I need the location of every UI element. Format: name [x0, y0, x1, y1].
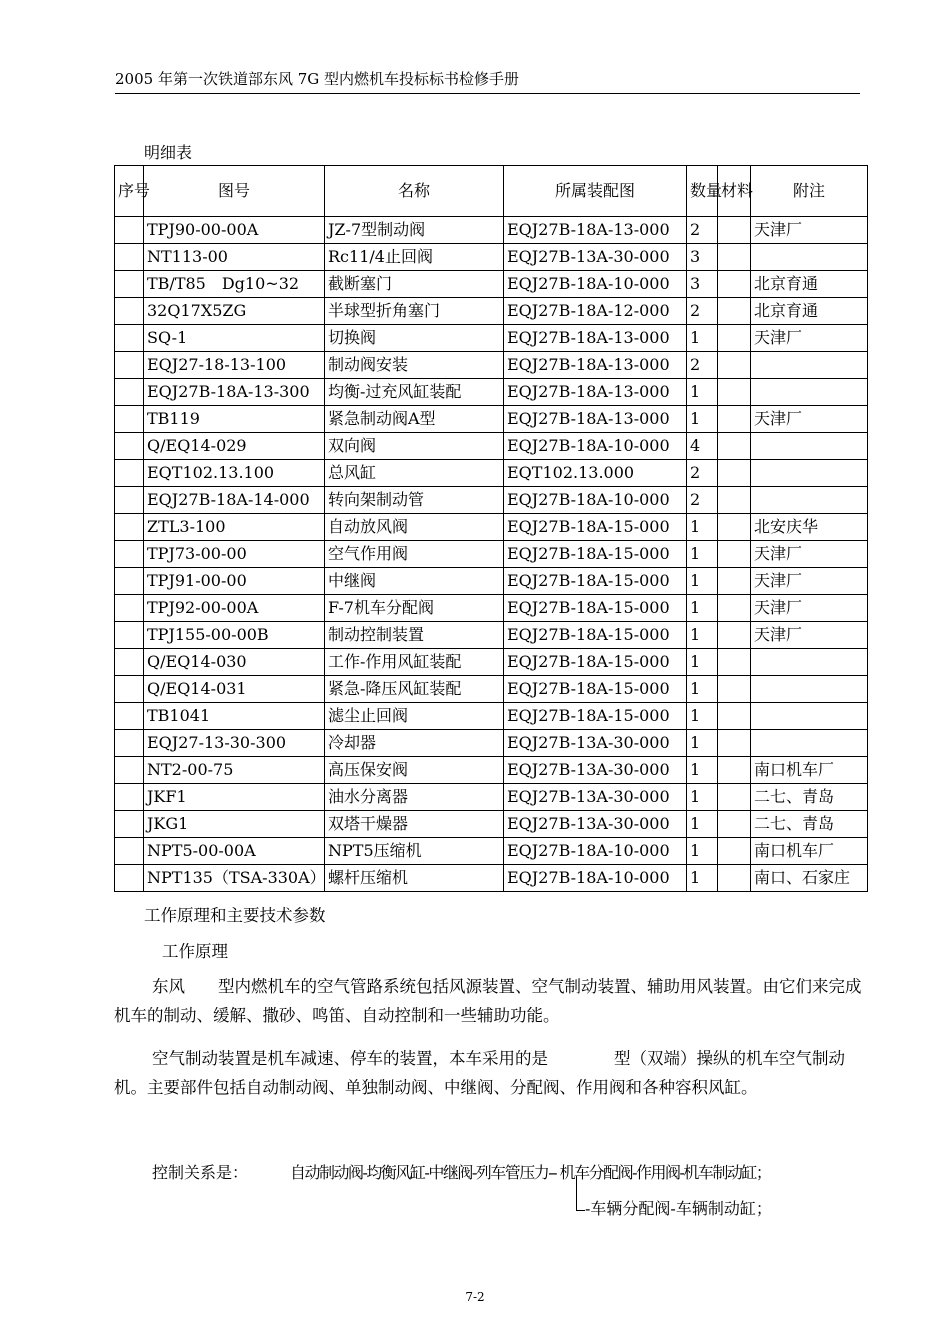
- cell-drawing: SQ-1: [144, 325, 325, 352]
- table-row: [115, 757, 868, 784]
- cell-note: 天津厂: [751, 622, 868, 649]
- cell-material: [718, 568, 751, 595]
- header-drawing: 图号: [144, 166, 325, 217]
- table-row: [115, 622, 868, 649]
- cell-name: Rc11/4止回阀: [325, 244, 504, 271]
- cell-drawing: Q/EQ14-031: [144, 676, 325, 703]
- table-body: [115, 217, 868, 892]
- cell-name: JZ-7型制动阀: [325, 217, 504, 244]
- cell-drawing: TB1041: [144, 703, 325, 730]
- table-row: [115, 514, 868, 541]
- cell-qty: 1: [687, 784, 718, 811]
- cell-assembly: EQJ27B-13A-30-000: [504, 811, 687, 838]
- cell-name: 空气作用阀: [325, 541, 504, 568]
- cell-drawing: NT113-00: [144, 244, 325, 271]
- table-row: [115, 811, 868, 838]
- cell-qty: 1: [687, 622, 718, 649]
- cell-assembly: EQJ27B-18A-10-000: [504, 271, 687, 298]
- cell-note: 北京育通: [751, 271, 868, 298]
- cell-material: [718, 838, 751, 865]
- bracket-connector: [576, 1176, 585, 1211]
- table-row: [115, 217, 868, 244]
- cell-material: [718, 541, 751, 568]
- table-row: [115, 433, 868, 460]
- cell-material: [718, 271, 751, 298]
- cell-material: [718, 325, 751, 352]
- cell-drawing: NPT5-00-00A: [144, 838, 325, 865]
- cell-seq: [115, 838, 144, 865]
- paragraph-2: 空气制动装置是机车减速、停车的装置，本车采用的是 型（双端）操纵的机车空气制动机。主要部件包括自动制动阀、单独制动阀、中继阀、分配阀、作用阀和各种容积风缸。: [114, 1049, 845, 1097]
- cell-name: 总风缸: [325, 460, 504, 487]
- paragraph-1: 东风 型内燃机车的空气管路系统包括风源装置、空气制动装置、辅助用风装置。由它们来完成机车的制动、缓解、撒砂、鸣笛、自动控制和一些辅助功能。: [114, 977, 862, 1025]
- cell-seq: [115, 433, 144, 460]
- cell-note: [751, 379, 868, 406]
- cell-drawing: TB/T85 Dg10~32: [144, 271, 325, 298]
- cell-drawing: TPJ155-00-00B: [144, 622, 325, 649]
- cell-qty: 1: [687, 406, 718, 433]
- cell-seq: [115, 649, 144, 676]
- cell-assembly: EQJ27B-18A-15-000: [504, 541, 687, 568]
- cell-seq: [115, 622, 144, 649]
- cell-note: 南口机车厂: [751, 757, 868, 784]
- cell-qty: 2: [687, 217, 718, 244]
- cell-material: [718, 298, 751, 325]
- table-row: [115, 325, 868, 352]
- cell-drawing: NPT135（TSA-330A）: [144, 865, 325, 892]
- cell-assembly: EQJ27B-18A-12-000: [504, 298, 687, 325]
- cell-material: [718, 514, 751, 541]
- cell-note: [751, 460, 868, 487]
- header-name: 名称: [325, 166, 504, 217]
- cell-material: [718, 784, 751, 811]
- cell-drawing: EQT102.13.100: [144, 460, 325, 487]
- cell-note: 北京育通: [751, 298, 868, 325]
- cell-note: [751, 730, 868, 757]
- cell-drawing: JKG1: [144, 811, 325, 838]
- cell-qty: 1: [687, 379, 718, 406]
- control-line-2: -车辆分配阀-车辆制动缸；: [585, 1199, 772, 1218]
- cell-name: 半球型折角塞门: [325, 298, 504, 325]
- page-number: 7-2: [465, 1290, 485, 1304]
- table-row: [115, 298, 868, 325]
- header-note: 附注: [751, 166, 868, 217]
- cell-qty: 2: [687, 352, 718, 379]
- cell-note: 天津厂: [751, 325, 868, 352]
- cell-note: [751, 487, 868, 514]
- cell-drawing: EQJ27-13-30-300: [144, 730, 325, 757]
- cell-material: [718, 433, 751, 460]
- cell-qty: 1: [687, 757, 718, 784]
- cell-material: [718, 811, 751, 838]
- cell-note: 南口机车厂: [751, 838, 868, 865]
- header-qty: 数量: [687, 166, 718, 217]
- cell-qty: 1: [687, 595, 718, 622]
- cell-assembly: EQJ27B-13A-30-000: [504, 784, 687, 811]
- cell-seq: [115, 460, 144, 487]
- cell-material: [718, 217, 751, 244]
- cell-note: 南口、石家庄: [751, 865, 868, 892]
- table-row: [115, 244, 868, 271]
- cell-seq: [115, 271, 144, 298]
- cell-assembly: EQJ27B-18A-15-000: [504, 595, 687, 622]
- cell-note: 北安庆华: [751, 514, 868, 541]
- cell-seq: [115, 487, 144, 514]
- cell-assembly: EQJ27B-13A-30-000: [504, 757, 687, 784]
- cell-seq: [115, 541, 144, 568]
- cell-qty: 1: [687, 514, 718, 541]
- cell-assembly: EQJ27B-18A-10-000: [504, 487, 687, 514]
- table-row: [115, 595, 868, 622]
- cell-drawing: NT2-00-75: [144, 757, 325, 784]
- cell-seq: [115, 730, 144, 757]
- cell-material: [718, 244, 751, 271]
- cell-qty: 1: [687, 568, 718, 595]
- cell-assembly: EQJ27B-13A-30-000: [504, 730, 687, 757]
- table-row: [115, 271, 868, 298]
- cell-material: [718, 406, 751, 433]
- cell-assembly: EQJ27B-18A-15-000: [504, 676, 687, 703]
- cell-note: [751, 703, 868, 730]
- cell-seq: [115, 325, 144, 352]
- cell-seq: [115, 352, 144, 379]
- cell-seq: [115, 865, 144, 892]
- cell-seq: [115, 757, 144, 784]
- table-row: [115, 568, 868, 595]
- page-header: 2005 年第一次铁道部东风 7G 型内燃机车投标标书检修手册: [115, 68, 860, 94]
- cell-material: [718, 352, 751, 379]
- cell-seq: [115, 514, 144, 541]
- cell-qty: 1: [687, 730, 718, 757]
- cell-assembly: EQJ27B-18A-15-000: [504, 514, 687, 541]
- table-row: [115, 406, 868, 433]
- cell-note: 天津厂: [751, 217, 868, 244]
- cell-assembly: EQJ27B-18A-13-000: [504, 379, 687, 406]
- cell-drawing: TPJ73-00-00: [144, 541, 325, 568]
- cell-assembly: EQJ27B-18A-13-000: [504, 325, 687, 352]
- cell-name: 螺杆压缩机: [325, 865, 504, 892]
- cell-name: NPT5压缩机: [325, 838, 504, 865]
- cell-name: 双塔干燥器: [325, 811, 504, 838]
- header-seq: 序号: [115, 166, 144, 217]
- cell-assembly: EQJ27B-18A-15-000: [504, 649, 687, 676]
- cell-assembly: EQJ27B-18A-15-000: [504, 703, 687, 730]
- cell-seq: [115, 298, 144, 325]
- cell-assembly: EQT102.13.000: [504, 460, 687, 487]
- cell-qty: 3: [687, 271, 718, 298]
- table-row: [115, 649, 868, 676]
- cell-qty: 3: [687, 244, 718, 271]
- cell-name: 制动控制装置: [325, 622, 504, 649]
- table-row: [115, 676, 868, 703]
- table-row: [115, 703, 868, 730]
- control-line-1: 自动制动阀-均衡风缸-中继阀-列车管压力-- 机车分配阀-作用阀-机车制动缸；: [290, 1163, 771, 1182]
- section-subheading: 工作原理: [162, 942, 228, 961]
- table-header-row: [115, 166, 868, 217]
- cell-drawing: TPJ90-00-00A: [144, 217, 325, 244]
- cell-material: [718, 487, 751, 514]
- control-label: 控制关系是：: [152, 1163, 249, 1182]
- cell-qty: 1: [687, 838, 718, 865]
- cell-drawing: TPJ92-00-00A: [144, 595, 325, 622]
- cell-name: 转向架制动管: [325, 487, 504, 514]
- cell-name: 自动放风阀: [325, 514, 504, 541]
- cell-note: 天津厂: [751, 595, 868, 622]
- cell-name: 双向阀: [325, 433, 504, 460]
- cell-drawing: TB119: [144, 406, 325, 433]
- cell-name: 中继阀: [325, 568, 504, 595]
- cell-qty: 2: [687, 487, 718, 514]
- cell-drawing: EQJ27-18-13-100: [144, 352, 325, 379]
- cell-qty: 1: [687, 325, 718, 352]
- cell-qty: 1: [687, 865, 718, 892]
- cell-note: [751, 244, 868, 271]
- cell-assembly: EQJ27B-18A-10-000: [504, 865, 687, 892]
- cell-drawing: JKF1: [144, 784, 325, 811]
- cell-seq: [115, 784, 144, 811]
- cell-seq: [115, 703, 144, 730]
- cell-drawing: EQJ27B-18A-13-300: [144, 379, 325, 406]
- cell-qty: 1: [687, 649, 718, 676]
- cell-material: [718, 703, 751, 730]
- cell-material: [718, 865, 751, 892]
- cell-qty: 4: [687, 433, 718, 460]
- cell-name: 均衡-过充风缸装配: [325, 379, 504, 406]
- cell-name: 截断塞门: [325, 271, 504, 298]
- table-row: [115, 865, 868, 892]
- table-row: [115, 460, 868, 487]
- table-row: [115, 487, 868, 514]
- cell-assembly: EQJ27B-18A-13-000: [504, 217, 687, 244]
- cell-qty: 1: [687, 676, 718, 703]
- cell-note: 天津厂: [751, 568, 868, 595]
- table-caption: 明细表: [144, 143, 193, 162]
- cell-note: 二七、青岛: [751, 784, 868, 811]
- cell-seq: [115, 406, 144, 433]
- cell-note: [751, 649, 868, 676]
- cell-assembly: EQJ27B-18A-10-000: [504, 433, 687, 460]
- cell-material: [718, 622, 751, 649]
- cell-name: 油水分离器: [325, 784, 504, 811]
- cell-seq: [115, 568, 144, 595]
- cell-name: F-7机车分配阀: [325, 595, 504, 622]
- cell-qty: 1: [687, 541, 718, 568]
- cell-note: 天津厂: [751, 541, 868, 568]
- cell-assembly: EQJ27B-13A-30-000: [504, 244, 687, 271]
- cell-name: 冷却器: [325, 730, 504, 757]
- cell-seq: [115, 379, 144, 406]
- cell-name: 工作-作用风缸装配: [325, 649, 504, 676]
- table-row: [115, 352, 868, 379]
- table-row: [115, 379, 868, 406]
- cell-assembly: EQJ27B-18A-15-000: [504, 568, 687, 595]
- cell-name: 紧急制动阀A型: [325, 406, 504, 433]
- cell-material: [718, 676, 751, 703]
- cell-note: 天津厂: [751, 406, 868, 433]
- cell-drawing: EQJ27B-18A-14-000: [144, 487, 325, 514]
- cell-drawing: Q/EQ14-030: [144, 649, 325, 676]
- table-row: [115, 784, 868, 811]
- cell-note: [751, 433, 868, 460]
- cell-name: 高压保安阀: [325, 757, 504, 784]
- cell-name: 紧急-降压风缸装配: [325, 676, 504, 703]
- cell-drawing: 32Q17X5ZG: [144, 298, 325, 325]
- cell-note: [751, 676, 868, 703]
- cell-qty: 2: [687, 460, 718, 487]
- cell-name: 切换阀: [325, 325, 504, 352]
- table-row: [115, 541, 868, 568]
- cell-material: [718, 649, 751, 676]
- cell-qty: 1: [687, 811, 718, 838]
- header-assembly: 所属装配图: [504, 166, 687, 217]
- cell-material: [718, 595, 751, 622]
- cell-assembly: EQJ27B-18A-15-000: [504, 622, 687, 649]
- cell-seq: [115, 244, 144, 271]
- cell-name: 滤尘止回阀: [325, 703, 504, 730]
- cell-drawing: Q/EQ14-029: [144, 433, 325, 460]
- cell-assembly: EQJ27B-18A-13-000: [504, 406, 687, 433]
- cell-qty: 2: [687, 298, 718, 325]
- cell-material: [718, 379, 751, 406]
- table-row: [115, 838, 868, 865]
- cell-assembly: EQJ27B-18A-10-000: [504, 838, 687, 865]
- cell-drawing: TPJ91-00-00: [144, 568, 325, 595]
- cell-material: [718, 460, 751, 487]
- header-material: 材料: [718, 166, 751, 217]
- cell-material: [718, 730, 751, 757]
- section-heading: 工作原理和主要技术参数: [144, 906, 326, 925]
- cell-seq: [115, 217, 144, 244]
- detail-table: [114, 165, 868, 892]
- cell-note: 二七、青岛: [751, 811, 868, 838]
- cell-seq: [115, 676, 144, 703]
- cell-qty: 1: [687, 703, 718, 730]
- cell-note: [751, 352, 868, 379]
- cell-seq: [115, 811, 144, 838]
- cell-assembly: EQJ27B-18A-13-000: [504, 352, 687, 379]
- cell-name: 制动阀安装: [325, 352, 504, 379]
- cell-material: [718, 757, 751, 784]
- table-row: [115, 730, 868, 757]
- cell-seq: [115, 595, 144, 622]
- cell-drawing: ZTL3-100: [144, 514, 325, 541]
